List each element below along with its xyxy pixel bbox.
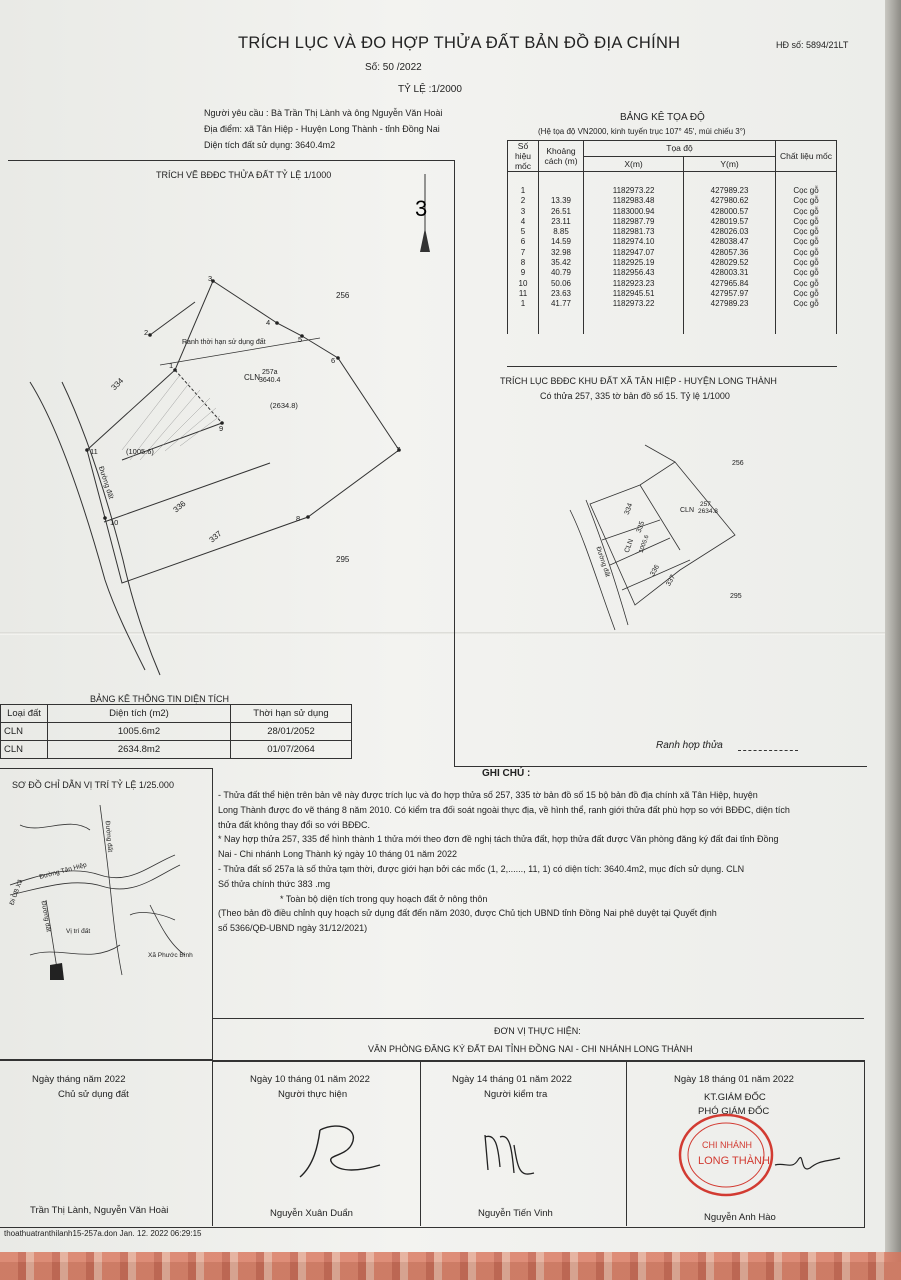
- point-9: 9: [219, 424, 224, 433]
- point-4: 4: [266, 318, 271, 327]
- note-line: Số thửa chính thức 383 .mg: [218, 878, 331, 889]
- sig-owner-date: Ngày tháng năm 2022: [32, 1074, 126, 1085]
- sig-divider: [212, 1060, 213, 1226]
- coord-cell: 428019.57: [684, 217, 776, 227]
- contract-number: HĐ số: 5894/21LT: [776, 40, 849, 50]
- coord-cell: 40.79: [539, 268, 584, 278]
- point-5: 5: [298, 335, 303, 344]
- coord-cell: 14.59: [539, 237, 584, 247]
- sig-checker-role: Người kiểm tra: [484, 1089, 548, 1100]
- sig-director-role2: PHÓ GIÁM ĐỐC: [698, 1106, 770, 1117]
- coord-row: [508, 217, 837, 227]
- coord-table-subtitle: (Hệ tọa độ VN2000, kinh tuyến trục 107° 45', múi chiếu 3°): [538, 127, 746, 136]
- col-dist: Khoảng cách (m): [539, 141, 584, 172]
- ranh-label: Ranh thời hạn sử dụng đất: [182, 339, 266, 346]
- point-1: 1: [169, 361, 174, 370]
- point-6: 6: [331, 356, 336, 365]
- requester: Người yêu cầu : Bà Trần Thị Lành và ông Nguyễn Văn Hoài: [204, 108, 443, 118]
- area-2634: (2634.8): [270, 401, 298, 410]
- coord-cell: 427965.84: [684, 279, 776, 289]
- parcel-295: 295: [336, 555, 350, 564]
- area-used: Diện tích đất sử dụng: 3640.4m2: [204, 140, 336, 150]
- coord-cell: 427980.62: [684, 196, 776, 206]
- location-map-drawing: [0, 795, 212, 995]
- coord-cell: 1182947.07: [584, 248, 684, 258]
- coord-cell: 50.06: [539, 279, 584, 289]
- unit-label: ĐƠN VỊ THỰC HIỆN:: [494, 1026, 581, 1036]
- ranh-hop-thua-line: [738, 750, 798, 751]
- coord-cell: 427989.23: [684, 186, 776, 196]
- coord-cell: 32.98: [539, 248, 584, 258]
- coord-cell: 23.11: [539, 217, 584, 227]
- coord-cell: 23.63: [539, 289, 584, 299]
- director-signature-icon: [770, 1140, 860, 1180]
- small-parcel-334: 334: [623, 502, 635, 516]
- coord-row: [508, 289, 837, 299]
- coord-cell: 1182981.73: [584, 227, 684, 237]
- sig-owner-name: Trần Thị Lành, Nguyễn Văn Hoài: [30, 1205, 169, 1216]
- coord-cell: 428003.31: [684, 268, 776, 278]
- coord-cell: 41.77: [539, 299, 584, 309]
- stamp-top: CHI NHÁNH: [702, 1140, 753, 1150]
- coord-cell: Cọc gỗ: [776, 299, 837, 309]
- col-x: X(m): [584, 156, 684, 172]
- sig-director-role: KT.GIÁM ĐỐC: [704, 1092, 766, 1103]
- coord-row: [508, 186, 837, 196]
- small-parcel-337: 337: [665, 573, 678, 588]
- road-label: Đường đất: [96, 465, 115, 500]
- main-map-drawing: [0, 160, 455, 690]
- coord-cell: 6: [508, 237, 539, 247]
- coord-cell: 1182945.51: [584, 289, 684, 299]
- coord-cell: 427989.23: [684, 299, 776, 309]
- note-line: số 5366/QĐ-UBND ngày 31/12/2021): [218, 923, 368, 934]
- col-material: Chất liệu mốc: [776, 141, 837, 172]
- point-2: 2: [144, 328, 149, 337]
- coord-cell: 10: [508, 279, 539, 289]
- sig-executor-name: Nguyễn Xuân Duẩn: [270, 1208, 353, 1219]
- cln-area: 3640.4: [259, 377, 281, 384]
- table-cell: 2634.8m2: [48, 741, 231, 759]
- coord-cell: 428029.52: [684, 258, 776, 268]
- coord-table-title: BẢNG KÊ TỌA ĐỘ: [620, 112, 705, 123]
- coord-cell: Cọc gỗ: [776, 258, 837, 268]
- col-y: Y(m): [684, 156, 776, 172]
- document-number: Số: 50 /2022: [365, 62, 422, 73]
- loc-xa: Xã Phước Bình: [148, 952, 193, 959]
- coord-cell: Cọc gỗ: [776, 268, 837, 278]
- parcel-334: 334: [109, 376, 126, 393]
- loc-road-3: Đường đất: [103, 820, 114, 853]
- coord-row: [508, 268, 837, 278]
- file-footer: thoathuatranthilanh15-257a.don Jan. 12. 2022 06:29:15: [4, 1229, 202, 1238]
- location-map-title: SƠ ĐỒ CHỈ DẪN VỊ TRÍ TỶ LỆ 1/25.000: [12, 780, 174, 790]
- coord-cell: 8: [508, 258, 539, 268]
- area-col-area: Diện tích (m2): [48, 705, 231, 723]
- table-cell: 1005.6m2: [48, 723, 231, 741]
- location-marker-icon: [50, 963, 64, 980]
- parcel-256: 256: [336, 291, 350, 300]
- note-line: * Nay hợp thửa 257, 335 để hình thành 1 thửa mới theo đơn đề nghị tách thửa đất, hợp thửa đất được Văn phòng đăng ký đất đai tỉnh Đồng: [218, 834, 779, 845]
- note-line: thửa đất không thay đổi so với BĐĐC.: [218, 819, 371, 830]
- coord-row: [508, 227, 837, 237]
- coord-cell: Cọc gỗ: [776, 196, 837, 206]
- coord-cell: 3: [508, 207, 539, 217]
- note-line: (Theo bản đồ điều chỉnh quy hoạch sử dụng đất đến năm 2030, được Chủ tịch UBND tỉnh Đồng Nai phê duyệt tại Quyết định: [218, 908, 717, 919]
- small-parcel-256: 256: [732, 460, 744, 467]
- coord-cell: 26.51: [539, 207, 584, 217]
- paper-edge: [885, 0, 901, 1262]
- coord-cell: 2: [508, 196, 539, 206]
- col-coord: Tọa độ: [584, 141, 776, 157]
- north-arrow-icon: [415, 174, 430, 252]
- coord-cell: Cọc gỗ: [776, 227, 837, 237]
- area-col-term: Thời hạn sử dụng: [231, 705, 352, 723]
- point-8: 8: [296, 514, 301, 523]
- parcel-336: 336: [171, 498, 188, 515]
- scale: TỶ LỆ :1/2000: [398, 84, 462, 95]
- note-line: - Thửa đất thể hiện trên bản vẽ này được trích lục và đo hợp thửa số 257, 335 tờ bản đồ số 15 bộ bản đồ địa chính xã Tân Hiệp, huyện: [218, 790, 758, 800]
- table-row: [1, 723, 352, 741]
- small-cln-1005: 1005.6: [638, 534, 651, 554]
- notes-title: GHI CHÚ :: [482, 768, 531, 779]
- coord-cell: Cọc gỗ: [776, 217, 837, 227]
- sig-executor-date: Ngày 10 tháng 01 năm 2022: [250, 1074, 370, 1085]
- sig-checker-date: Ngày 14 tháng 01 năm 2022: [452, 1074, 572, 1085]
- small-parcel-336: 336: [649, 563, 662, 578]
- coord-cell: 428026.03: [684, 227, 776, 237]
- small-parcel-335: 335: [635, 520, 647, 534]
- coord-cell: 1182983.48: [584, 196, 684, 206]
- table-row: [1, 741, 352, 759]
- coord-cell: 35.42: [539, 258, 584, 268]
- coord-row: [508, 258, 837, 268]
- background-fabric: [0, 1252, 901, 1280]
- coord-row: [508, 299, 837, 309]
- coord-cell: 1182973.22: [584, 299, 684, 309]
- notes-body: [218, 788, 790, 936]
- coord-cell: 7: [508, 248, 539, 258]
- location: Địa điểm: xã Tân Hiệp - Huyện Long Thành - tỉnh Đồng Nai: [204, 124, 440, 134]
- sig-checker-name: Nguyễn Tiến Vinh: [478, 1208, 553, 1219]
- loc-road-2: Đi UB Xã: [8, 878, 25, 907]
- coord-cell: 1182973.22: [584, 186, 684, 196]
- sig-executor-role: Người thực hiện: [278, 1089, 348, 1100]
- coord-cell: 1: [508, 299, 539, 309]
- coord-cell: 11: [508, 289, 539, 299]
- point-11: 11: [90, 447, 98, 456]
- area-table: [0, 704, 352, 759]
- table-cell: CLN: [1, 741, 48, 759]
- coord-row: [508, 237, 837, 247]
- small-cln-1: CLN: [680, 507, 695, 514]
- cln-number: 257a: [262, 369, 278, 376]
- coord-cell: 1182923.23: [584, 279, 684, 289]
- main-map-title: TRÍCH VẼ BĐĐC THỬA ĐẤT TỶ LỆ 1/1000: [156, 170, 332, 180]
- point-3: 3: [208, 274, 213, 283]
- parcel-337: 337: [207, 528, 224, 545]
- coord-cell: 428000.57: [684, 207, 776, 217]
- coord-row: [508, 248, 837, 258]
- svg-text:3: 3: [415, 196, 428, 221]
- small-map-subtitle: Có thửa 257, 335 tờ bản đồ số 15. Tỷ lệ 1/1000: [540, 391, 730, 401]
- coord-cell: 1183000.94: [584, 207, 684, 217]
- coord-cell: Cọc gỗ: [776, 207, 837, 217]
- coord-row: [508, 207, 837, 217]
- coord-cell: 1182956.43: [584, 268, 684, 278]
- area-col-type: Loại đất: [1, 705, 48, 723]
- sig-director-date: Ngày 18 tháng 01 năm 2022: [674, 1074, 794, 1085]
- checker-signature-icon: [470, 1125, 580, 1185]
- note-line: * Toàn bộ diện tích trong quy hoạch đất ở nông thôn: [280, 893, 488, 904]
- sig-divider: [626, 1060, 627, 1226]
- coord-cell: 1182987.79: [584, 217, 684, 227]
- cln-label: CLN: [244, 373, 261, 382]
- sig-owner-role: Chủ sử dụng đất: [58, 1089, 129, 1100]
- coord-cell: Cọc gỗ: [776, 237, 837, 247]
- table-cell: 01/07/2064: [231, 741, 352, 759]
- small-parcel-295: 295: [730, 593, 742, 600]
- unit-frame: [212, 1018, 864, 1062]
- coord-cell: 427957.97: [684, 289, 776, 299]
- document-title: TRÍCH LỤC VÀ ĐO HỢP THỬA ĐẤT BẢN ĐỒ ĐỊA CHÍNH: [238, 34, 681, 52]
- coord-cell: 8.85: [539, 227, 584, 237]
- area-table-title: BẢNG KÊ THÔNG TIN DIỆN TÍCH: [90, 694, 230, 704]
- coord-cell: 1182974.10: [584, 237, 684, 247]
- coord-cell: [539, 186, 584, 196]
- loc-vitri: Vị trí đất: [66, 928, 91, 935]
- ranh-hop-thua-label: Ranh hợp thửa: [656, 740, 723, 751]
- small-cln-257: 257: [700, 501, 711, 508]
- unit-name: VĂN PHÒNG ĐĂNG KÝ ĐẤT ĐAI TỈNH ĐỒNG NAI - CHI NHÁNH LONG THÀNH: [368, 1044, 693, 1054]
- coord-row: [508, 196, 837, 206]
- executor-signature-icon: [280, 1115, 390, 1185]
- loc-road-4: Đường đất: [39, 900, 52, 933]
- coord-cell: 13.39: [539, 196, 584, 206]
- coord-row: [508, 279, 837, 289]
- note-line: Nai - Chi nhánh Long Thành ký ngày 10 tháng 01 năm 2022: [218, 849, 458, 860]
- coord-cell: 1: [508, 186, 539, 196]
- coord-cell: Cọc gỗ: [776, 289, 837, 299]
- point-7: 7: [396, 445, 401, 454]
- table-cell: CLN: [1, 723, 48, 741]
- coord-cell: 5: [508, 227, 539, 237]
- coord-cell: Cọc gỗ: [776, 279, 837, 289]
- coord-cell: Cọc gỗ: [776, 186, 837, 196]
- small-road: Đường đất: [594, 545, 611, 578]
- stamp-bottom: LONG THÀNH: [698, 1155, 770, 1167]
- small-cln-2634: 2634.8: [698, 508, 718, 515]
- point-10: 10: [110, 518, 119, 527]
- small-map-title: TRÍCH LỤC BĐĐC KHU ĐẤT XÃ TÂN HIỆP - HUYỆN LONG THÀNH: [500, 376, 777, 386]
- coord-cell: 428038.47: [684, 237, 776, 247]
- coord-cell: 1182925.19: [584, 258, 684, 268]
- note-line: Long Thành được đo vẽ tháng 8 năm 2010. Có kiểm tra đối soát ngoài thực địa, về hình thể, ranh giới thửa đất phù hợp so với BĐĐC, diện tích: [218, 804, 790, 815]
- sig-director-name: Nguyễn Anh Hào: [704, 1212, 776, 1223]
- small-map-drawing: [560, 440, 760, 640]
- coord-cell: 9: [508, 268, 539, 278]
- table-cell: 28/01/2052: [231, 723, 352, 741]
- loc-road-1: Đường Tân Hiệp: [38, 861, 88, 881]
- coord-table: [507, 140, 837, 334]
- coord-cell: 4: [508, 217, 539, 227]
- col-no: Số hiệu mốc: [508, 141, 539, 172]
- small-cln-2: CLN: [623, 538, 636, 554]
- sig-divider: [420, 1060, 421, 1226]
- area-1005: (1005.6): [126, 447, 154, 456]
- official-stamp: [676, 1110, 780, 1202]
- coord-cell: 428057.36: [684, 248, 776, 258]
- note-line: - Thửa đất số 257a là số thửa tạm thời, được giới hạn bởi các mốc (1, 2,......, 11, 1) có diện tích: 3640.4m2, mục đích sử dụng. CLN: [218, 863, 745, 874]
- coord-cell: Cọc gỗ: [776, 248, 837, 258]
